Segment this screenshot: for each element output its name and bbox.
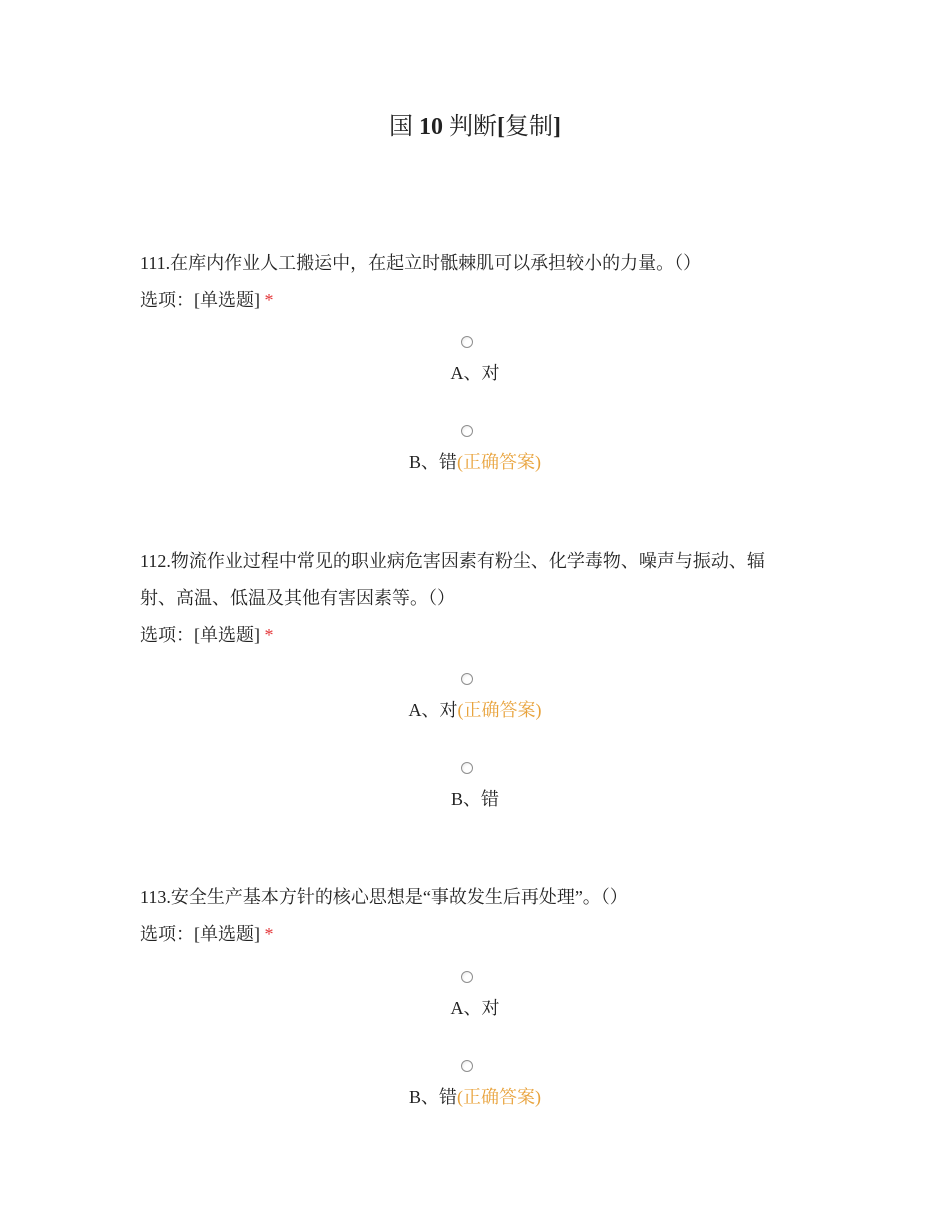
question-meta (140, 617, 800, 654)
option-text: A、对 (408, 700, 458, 720)
title-prefix: 国 (389, 114, 419, 140)
radio-button[interactable] (461, 425, 473, 437)
option-111-a[interactable] (0, 336, 950, 386)
title-suffix: 复制 (505, 114, 553, 140)
option-text: A、对 (450, 363, 500, 383)
title-number: 10 (419, 114, 443, 140)
radio-button[interactable] (461, 1060, 473, 1072)
option-text: A、对 (450, 998, 500, 1018)
option-112-a[interactable] (0, 673, 950, 723)
question-111 (140, 245, 800, 319)
options-label: 选项： (140, 290, 194, 310)
title-bracket-close: ] (553, 114, 561, 140)
required-mark: * (264, 625, 274, 645)
correct-answer-mark: (正确答案) (457, 452, 541, 472)
options-label: 选项： (140, 625, 194, 645)
question-type: [单选题] (194, 924, 260, 944)
radio-button[interactable] (461, 971, 473, 983)
page-title (0, 110, 950, 144)
option-text: B、错 (408, 1087, 457, 1107)
question-type: [单选题] (194, 625, 260, 645)
option-label (0, 449, 950, 475)
option-113-b[interactable] (0, 1060, 950, 1110)
title-bracket-open: [ (497, 114, 505, 140)
radio-button[interactable] (461, 673, 473, 685)
option-label (0, 786, 950, 812)
option-label (0, 995, 950, 1021)
required-mark: * (264, 924, 274, 944)
question-text: 113.安全生产基本方针的核心思想是“事故发生后再处理”。（） (140, 887, 628, 907)
title-middle: 判断 (443, 114, 497, 140)
question-text: 112.物流作业过程中常见的职业病危害因素有粉尘、化学毒物、噪声与振动、辐射、高温、低温及其他有害因素等。（） (140, 551, 765, 608)
option-label (0, 697, 950, 723)
option-113-a[interactable] (0, 971, 950, 1021)
question-meta (140, 916, 800, 953)
radio-button[interactable] (461, 336, 473, 348)
options-label: 选项： (140, 924, 194, 944)
option-text: B、错 (450, 789, 499, 809)
question-113 (140, 879, 800, 953)
option-112-b[interactable] (0, 762, 950, 812)
correct-answer-mark: (正确答案) (457, 700, 542, 720)
radio-button[interactable] (461, 762, 473, 774)
option-111-b[interactable] (0, 425, 950, 475)
option-label (0, 1084, 950, 1110)
question-112 (140, 543, 800, 654)
question-text: 111.在库内作业人工搬运中，在起立时骶棘肌可以承担较小的力量。（） (140, 253, 702, 273)
correct-answer-mark: (正确答案) (457, 1087, 541, 1107)
question-type: [单选题] (194, 290, 260, 310)
option-label (0, 360, 950, 386)
required-mark: * (264, 290, 274, 310)
option-text: B、错 (408, 452, 457, 472)
question-meta (140, 282, 800, 319)
